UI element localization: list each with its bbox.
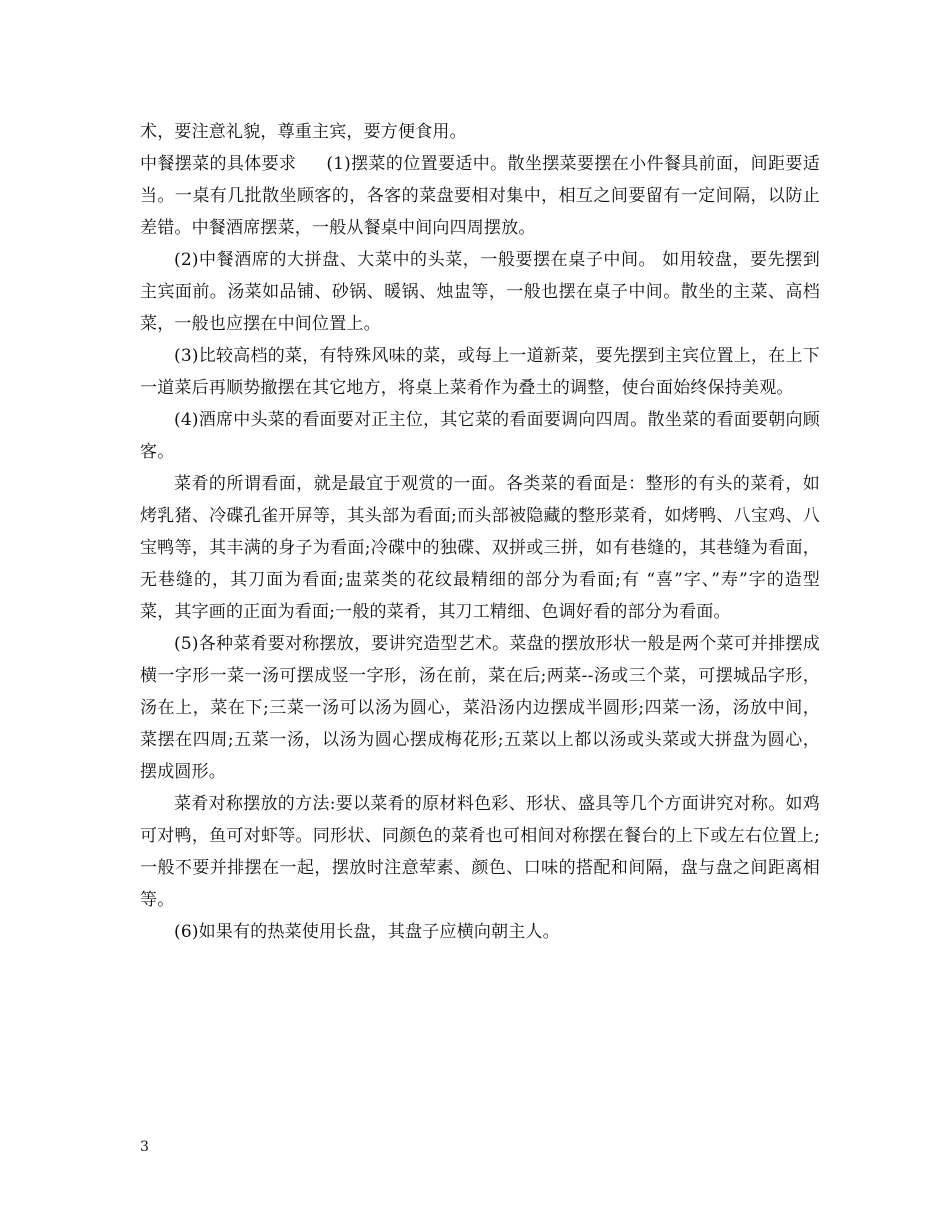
paragraph-requirements: [140, 148, 820, 244]
requirement-6: (6)如果有的热菜使用长盘，其盘子应横向朝主人。: [174, 922, 560, 942]
paragraph-symmetry-method: 菜肴对称摆放的方法:要以菜肴的原材料色彩、形状、盛具等几个方面讲究对称。如鸡可对鸭，鱼可对虾等。同形状、同颜色的菜肴也可相间对称摆在餐台的上下或左右位置上;一般不要并排摆在一起，摆放时注意荤素、颜色、口味的搭配和间隔，盘与盘之间距离相等。: [140, 794, 820, 910]
requirement-5: (5)各种菜肴要对称摆放，要讲究造型艺术。菜盘的摆放形状一般是两个菜可并排摆成横一字形一菜一汤可摆成竖一字形，汤在前，菜在后;两菜--汤或三个菜，可摆城品字形，汤在上，菜在下;三菜一汤可以汤为圆心，菜沿汤内边摆成半圆形;四菜一汤，汤放中间，菜摆在四周;五菜一汤，以汤为圆心摆成梅花形;五菜以上都以汤或头菜或大拼盘为圆心，摆成圆形。: [140, 634, 820, 782]
page-number: 3: [140, 1139, 149, 1155]
paragraph-viewing-side: 菜肴的所谓看面，就是最宜于观赏的一面。各类菜的看面是：整形的有头的菜肴，如烤乳猪、冷碟孔雀开屏等，其头部为看面;而头部被隐藏的整形菜肴，如烤鸭、八宝鸡、八宝鸭等，其丰满的身子为看面;冷碟中的独碟、双拼或三拼，如有巷缝的，其巷缝为看面，无巷缝的，其刀面为看面;盅菜类的花纹最精细的部分为看面;有 “喜”字、”寿”字的造型菜，其字画的正面为看面;一般的菜肴，其刀工精细、色调好看的部分为看面。: [140, 474, 820, 622]
paragraph-continuation: 术，要注意礼貌，尊重主宾，要方便食用。: [140, 122, 467, 142]
section-heading: 中餐摆菜的具体要求: [140, 154, 297, 174]
requirement-2: (2)中餐酒席的大拼盘、大菜中的头菜，一般要摆在桌子中间。 如用较盘，要先摆到主宾面前。汤菜如品铺、砂锅、暖锅、烛盅等，一般也摆在桌子中间。散坐的主菜、高档菜，一般也应摆在中间位置上。: [140, 250, 820, 334]
document-body: [140, 116, 820, 948]
document-page: [140, 0, 820, 1230]
requirement-1: (1)摆菜的位置要适中。散坐摆菜要摆在小件餐具前面，间距要适当。一桌有几批散坐顾客的，各客的菜盘要相对集中，相互之间要留有一定间隔，以防止差错。中餐酒席摆菜，一般从餐桌中间向四周摆放。: [140, 154, 820, 238]
requirement-4: (4)酒席中头菜的看面要对正主位，其它菜的看面要调向四周。散坐菜的看面要朝向顾客。: [140, 410, 820, 462]
requirement-3: (3)比较高档的菜，有特殊风味的菜，或每上一道新菜，要先摆到主宾位置上，在上下一道菜后再顺势撤摆在其它地方，将桌上菜肴作为叠土的调整，使台面始终保持美观。: [140, 346, 820, 398]
